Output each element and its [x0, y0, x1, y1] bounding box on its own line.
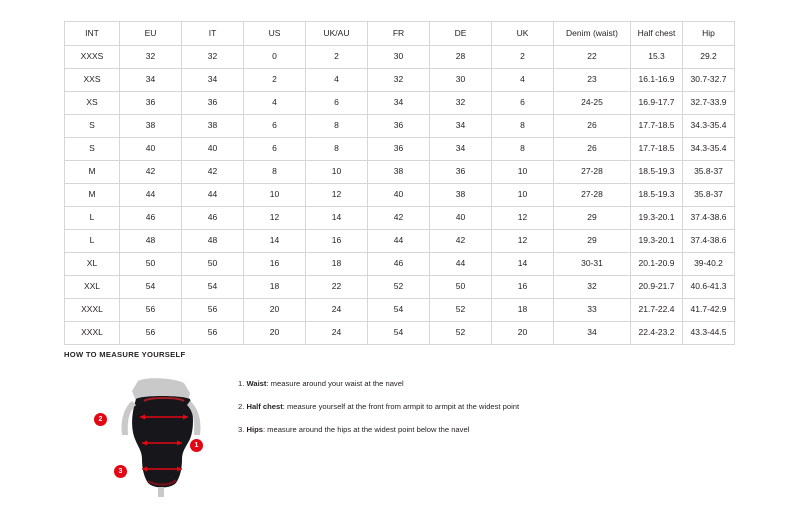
- cell-us: 4: [244, 92, 306, 115]
- cell-half-chest: 21.7-22.4: [631, 299, 683, 322]
- note-index: 1.: [238, 379, 245, 388]
- cell-uk-au: 24: [306, 322, 368, 345]
- cell-hip: 34.3-35.4: [683, 138, 735, 161]
- cell-it: 32: [182, 46, 244, 69]
- cell-eu: 50: [120, 253, 182, 276]
- cell-denim-waist: 27-28: [554, 161, 631, 184]
- cell-eu: 44: [120, 184, 182, 207]
- cell-int: XXXS: [65, 46, 120, 69]
- cell-half-chest: 15.3: [631, 46, 683, 69]
- cell-eu: 46: [120, 207, 182, 230]
- cell-hip: 39-40.2: [683, 253, 735, 276]
- cell-fr: 38: [368, 161, 430, 184]
- cell-us: 16: [244, 253, 306, 276]
- column-header-it: IT: [182, 22, 244, 46]
- cell-eu: 32: [120, 46, 182, 69]
- cell-uk-au: 2: [306, 46, 368, 69]
- cell-fr: 44: [368, 230, 430, 253]
- column-header-hip: Hip: [683, 22, 735, 46]
- cell-it: 42: [182, 161, 244, 184]
- cell-denim-waist: 30-31: [554, 253, 631, 276]
- column-header-uk-au: UK/AU: [306, 22, 368, 46]
- column-header-int: INT: [65, 22, 120, 46]
- cell-hip: 41.7-42.9: [683, 299, 735, 322]
- cell-denim-waist: 29: [554, 230, 631, 253]
- size-chart-table: [64, 21, 735, 345]
- measure-badge-1: 1: [190, 439, 203, 452]
- cell-half-chest: 16.1-16.9: [631, 69, 683, 92]
- table-row: [65, 207, 735, 230]
- cell-us: 6: [244, 138, 306, 161]
- cell-hip: 43.3-44.5: [683, 322, 735, 345]
- table-header-row: [65, 22, 735, 46]
- table-header: [65, 22, 735, 46]
- cell-uk: 12: [492, 230, 554, 253]
- cell-int: XXS: [65, 69, 120, 92]
- table-row: [65, 115, 735, 138]
- cell-de: 38: [430, 184, 492, 207]
- note-text: : measure around your waist at the navel: [266, 379, 404, 388]
- column-header-us: US: [244, 22, 306, 46]
- table-row: [65, 161, 735, 184]
- measure-badge-3: 3: [114, 465, 127, 478]
- cell-de: 52: [430, 299, 492, 322]
- cell-fr: 32: [368, 69, 430, 92]
- cell-de: 50: [430, 276, 492, 299]
- cell-hip: 29.2: [683, 46, 735, 69]
- cell-half-chest: 19.3-20.1: [631, 230, 683, 253]
- note-term: Half chest: [246, 402, 283, 412]
- how-to-measure-title: HOW TO MEASURE YOURSELF: [64, 350, 186, 359]
- cell-denim-waist: 29: [554, 207, 631, 230]
- table-row: [65, 184, 735, 207]
- cell-it: 48: [182, 230, 244, 253]
- cell-hip: 37.4-38.6: [683, 207, 735, 230]
- cell-eu: 48: [120, 230, 182, 253]
- cell-it: 56: [182, 299, 244, 322]
- cell-int: L: [65, 207, 120, 230]
- note-term: Waist: [246, 379, 267, 388]
- cell-uk: 8: [492, 115, 554, 138]
- cell-uk: 14: [492, 253, 554, 276]
- table-row: [65, 230, 735, 253]
- cell-de: 52: [430, 322, 492, 345]
- cell-uk: 4: [492, 69, 554, 92]
- note-term: Hips: [246, 425, 263, 435]
- cell-it: 54: [182, 276, 244, 299]
- table-row: [65, 46, 735, 69]
- cell-denim-waist: 34: [554, 322, 631, 345]
- cell-us: 10: [244, 184, 306, 207]
- cell-uk-au: 8: [306, 138, 368, 161]
- cell-half-chest: 20.9-21.7: [631, 276, 683, 299]
- cell-us: 6: [244, 115, 306, 138]
- table-row: [65, 299, 735, 322]
- cell-de: 28: [430, 46, 492, 69]
- cell-uk-au: 16: [306, 230, 368, 253]
- cell-fr: 42: [368, 207, 430, 230]
- cell-uk-au: 6: [306, 92, 368, 115]
- cell-int: M: [65, 161, 120, 184]
- cell-us: 14: [244, 230, 306, 253]
- cell-de: 40: [430, 207, 492, 230]
- cell-int: XXXL: [65, 322, 120, 345]
- cell-uk: 10: [492, 161, 554, 184]
- cell-int: XL: [65, 253, 120, 276]
- column-header-denim-waist: Denim (waist): [554, 22, 631, 46]
- cell-fr: 36: [368, 115, 430, 138]
- cell-it: 46: [182, 207, 244, 230]
- column-header-half-chest: Half chest: [631, 22, 683, 46]
- cell-eu: 40: [120, 138, 182, 161]
- cell-uk: 2: [492, 46, 554, 69]
- cell-eu: 56: [120, 322, 182, 345]
- cell-fr: 46: [368, 253, 430, 276]
- size-chart-container: [64, 21, 734, 345]
- cell-us: 20: [244, 322, 306, 345]
- cell-uk-au: 22: [306, 276, 368, 299]
- cell-eu: 42: [120, 161, 182, 184]
- how-to-measure-body: [64, 369, 764, 499]
- cell-denim-waist: 24-25: [554, 92, 631, 115]
- cell-it: 36: [182, 92, 244, 115]
- cell-us: 20: [244, 299, 306, 322]
- cell-hip: 34.3-35.4: [683, 115, 735, 138]
- cell-uk-au: 24: [306, 299, 368, 322]
- table-row: [65, 276, 735, 299]
- cell-uk: 18: [492, 299, 554, 322]
- cell-uk-au: 4: [306, 69, 368, 92]
- cell-hip: 32.7-33.9: [683, 92, 735, 115]
- cell-uk: 8: [492, 138, 554, 161]
- cell-uk: 12: [492, 207, 554, 230]
- how-to-measure-section: [64, 350, 764, 499]
- column-header-de: DE: [430, 22, 492, 46]
- list-item: [238, 379, 758, 388]
- cell-half-chest: 17.7-18.5: [631, 138, 683, 161]
- note-index: 3.: [238, 425, 245, 435]
- cell-us: 8: [244, 161, 306, 184]
- table-row: [65, 138, 735, 161]
- cell-half-chest: 20.1-20.9: [631, 253, 683, 276]
- table-body: [65, 46, 735, 345]
- cell-denim-waist: 23: [554, 69, 631, 92]
- cell-hip: 30.7-32.7: [683, 69, 735, 92]
- cell-int: XXL: [65, 276, 120, 299]
- cell-int: M: [65, 184, 120, 207]
- cell-half-chest: 18.5-19.3: [631, 184, 683, 207]
- cell-de: 42: [430, 230, 492, 253]
- cell-it: 40: [182, 138, 244, 161]
- cell-denim-waist: 27-28: [554, 184, 631, 207]
- table-row: [65, 322, 735, 345]
- cell-uk-au: 14: [306, 207, 368, 230]
- cell-denim-waist: 26: [554, 115, 631, 138]
- cell-eu: 38: [120, 115, 182, 138]
- cell-uk-au: 10: [306, 161, 368, 184]
- mannequin-figure: [98, 377, 228, 499]
- cell-half-chest: 18.5-19.3: [631, 161, 683, 184]
- cell-uk: 6: [492, 92, 554, 115]
- cell-int: L: [65, 230, 120, 253]
- note-text: : measure around the hips at the widest point below the navel: [262, 425, 470, 435]
- cell-fr: 36: [368, 138, 430, 161]
- cell-fr: 40: [368, 184, 430, 207]
- cell-fr: 34: [368, 92, 430, 115]
- list-item: [238, 402, 758, 411]
- cell-de: 36: [430, 161, 492, 184]
- cell-eu: 54: [120, 276, 182, 299]
- cell-uk: 20: [492, 322, 554, 345]
- cell-de: 34: [430, 115, 492, 138]
- cell-hip: 35.8-37: [683, 184, 735, 207]
- cell-it: 34: [182, 69, 244, 92]
- cell-it: 38: [182, 115, 244, 138]
- measure-instructions-list: [238, 379, 758, 448]
- cell-denim-waist: 32: [554, 276, 631, 299]
- cell-hip: 37.4-38.6: [683, 230, 735, 253]
- list-item: [238, 425, 758, 434]
- cell-int: S: [65, 138, 120, 161]
- cell-fr: 52: [368, 276, 430, 299]
- cell-us: 0: [244, 46, 306, 69]
- cell-de: 32: [430, 92, 492, 115]
- cell-uk: 10: [492, 184, 554, 207]
- note-text: : measure yourself at the front from armpit to armpit at the widest point: [282, 402, 520, 412]
- cell-uk: 16: [492, 276, 554, 299]
- table-row: [65, 92, 735, 115]
- cell-us: 18: [244, 276, 306, 299]
- cell-denim-waist: 33: [554, 299, 631, 322]
- table-row: [65, 253, 735, 276]
- cell-de: 34: [430, 138, 492, 161]
- cell-fr: 54: [368, 322, 430, 345]
- cell-uk-au: 18: [306, 253, 368, 276]
- cell-eu: 34: [120, 69, 182, 92]
- cell-int: S: [65, 115, 120, 138]
- cell-half-chest: 16.9-17.7: [631, 92, 683, 115]
- cell-us: 12: [244, 207, 306, 230]
- column-header-fr: FR: [368, 22, 430, 46]
- cell-half-chest: 17.7-18.5: [631, 115, 683, 138]
- cell-eu: 36: [120, 92, 182, 115]
- cell-uk-au: 12: [306, 184, 368, 207]
- cell-de: 44: [430, 253, 492, 276]
- cell-fr: 54: [368, 299, 430, 322]
- note-index: 2.: [238, 402, 245, 412]
- cell-int: XS: [65, 92, 120, 115]
- cell-half-chest: 19.3-20.1: [631, 207, 683, 230]
- cell-uk-au: 8: [306, 115, 368, 138]
- column-header-eu: EU: [120, 22, 182, 46]
- cell-denim-waist: 22: [554, 46, 631, 69]
- cell-us: 2: [244, 69, 306, 92]
- cell-it: 44: [182, 184, 244, 207]
- cell-half-chest: 22.4-23.2: [631, 322, 683, 345]
- cell-de: 30: [430, 69, 492, 92]
- cell-it: 56: [182, 322, 244, 345]
- cell-fr: 30: [368, 46, 430, 69]
- cell-int: XXXL: [65, 299, 120, 322]
- cell-it: 50: [182, 253, 244, 276]
- cell-eu: 56: [120, 299, 182, 322]
- cell-denim-waist: 26: [554, 138, 631, 161]
- table-row: [65, 69, 735, 92]
- cell-hip: 40.6-41.3: [683, 276, 735, 299]
- cell-hip: 35.8-37: [683, 161, 735, 184]
- column-header-uk: UK: [492, 22, 554, 46]
- measure-badge-2: 2: [94, 413, 107, 426]
